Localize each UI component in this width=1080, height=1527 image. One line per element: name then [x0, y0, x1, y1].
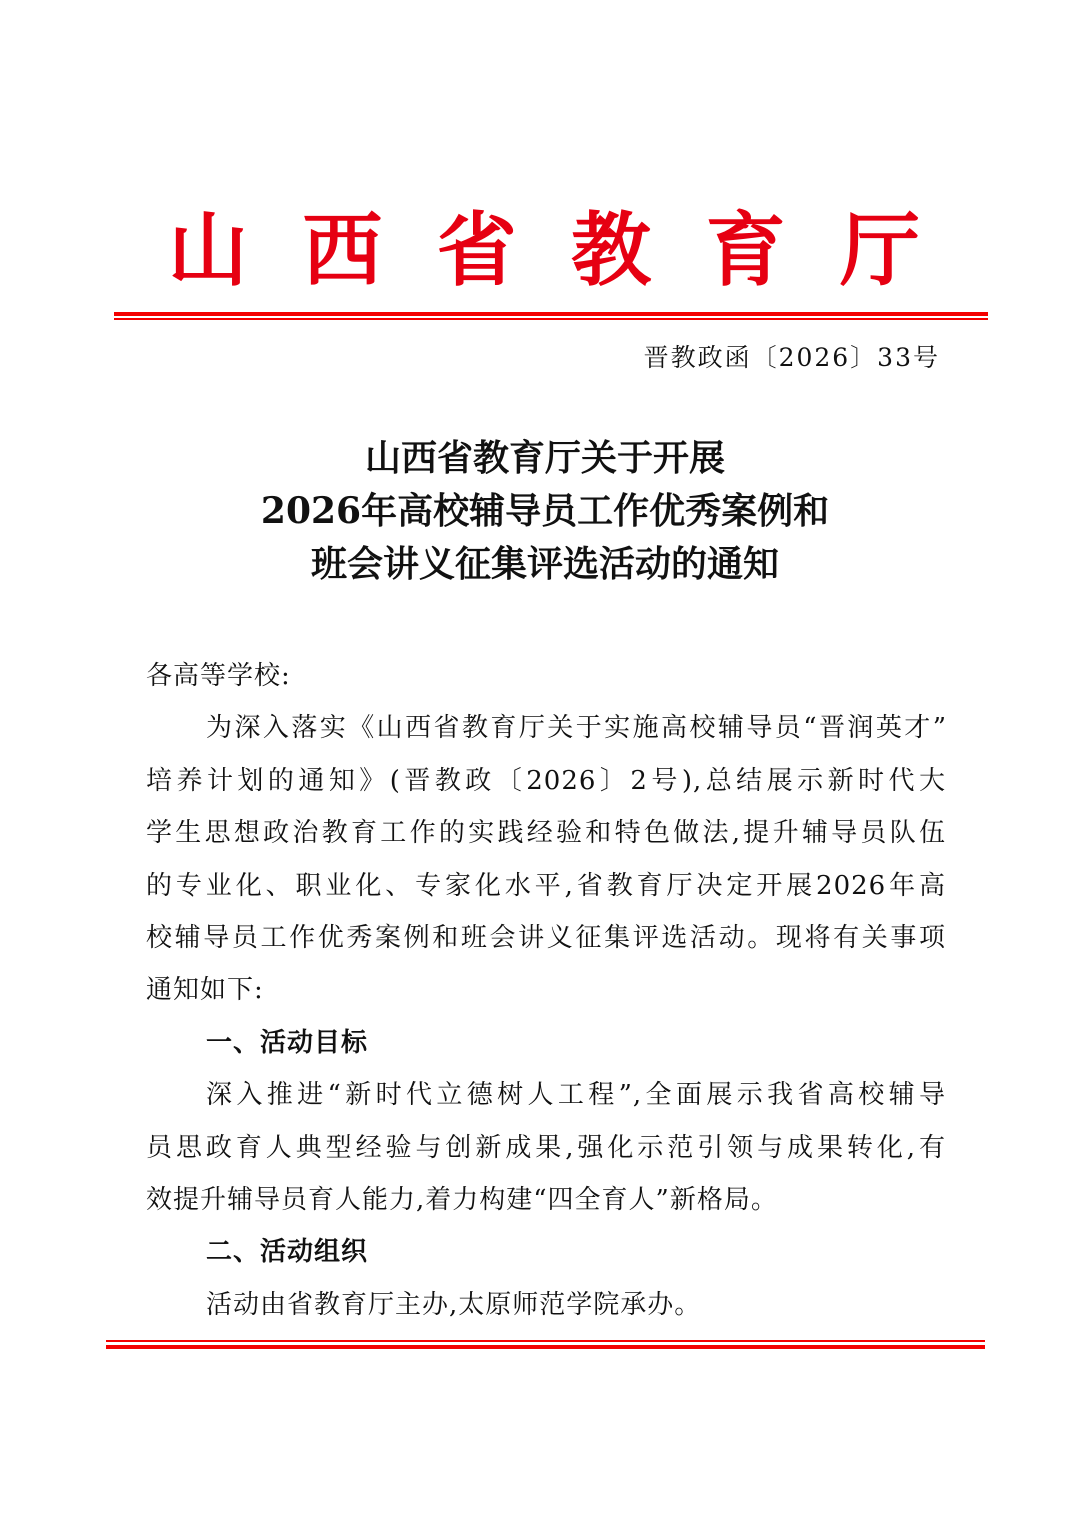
- issuing-organization-header: [168, 205, 920, 295]
- footer-rule-thin: [106, 1340, 985, 1342]
- intro-line: 学生思想政治教育工作的实践经验和特色做法,提升辅导员队伍: [146, 818, 946, 849]
- intro-line: 的专业化、职业化、专家化水平,省教育厅决定开展2026年高: [146, 870, 946, 901]
- title-line: 班会讲义征集评选活动的通知: [310, 543, 779, 585]
- section-line: 效提升辅导员育人能力,着力构建“四全育人”新格局。: [146, 1185, 778, 1216]
- section-heading: 一、活动目标: [206, 1027, 369, 1058]
- intro-line: 为深入落实《山西省教育厅关于实施高校辅导员“晋润英才”: [206, 713, 946, 744]
- footer-rule-thick: [106, 1345, 985, 1349]
- intro-line: 培养计划的通知》(晋教政〔2026〕2号),总结展示新时代大: [146, 765, 946, 796]
- document-body: [146, 650, 946, 1331]
- section-line: 深入推进“新时代立德树人工程”,全面展示我省高校辅导: [206, 1080, 946, 1111]
- intro-line: 校辅导员工作优秀案例和班会讲义征集评选活动。现将有关事项: [146, 923, 946, 954]
- org-char: 山: [168, 203, 248, 297]
- header-rule-thin: [114, 318, 988, 320]
- section-line: 员思政育人典型经验与创新成果,强化示范引领与成果转化,有: [146, 1132, 946, 1163]
- document-number: 晋教政函〔2026〕33号: [643, 343, 940, 372]
- org-char: 教: [571, 203, 652, 297]
- org-char: 育: [705, 203, 786, 297]
- section-heading: 二、活动组织: [206, 1237, 369, 1268]
- org-char: 省: [436, 203, 517, 297]
- title-line: 山西省教育厅关于开展: [364, 437, 725, 479]
- salutation: 各高等学校:: [146, 661, 291, 691]
- section-line: 活动由省教育厅主办,太原师范学院承办。: [206, 1289, 702, 1320]
- org-char: 厅: [839, 203, 920, 297]
- header-rule-thick: [114, 312, 988, 316]
- intro-line: 通知如下:: [146, 975, 264, 1006]
- title-line: 2026年高校辅导员工作优秀案例和: [260, 490, 830, 532]
- org-char: 西: [302, 203, 383, 297]
- document-title: [0, 432, 1080, 591]
